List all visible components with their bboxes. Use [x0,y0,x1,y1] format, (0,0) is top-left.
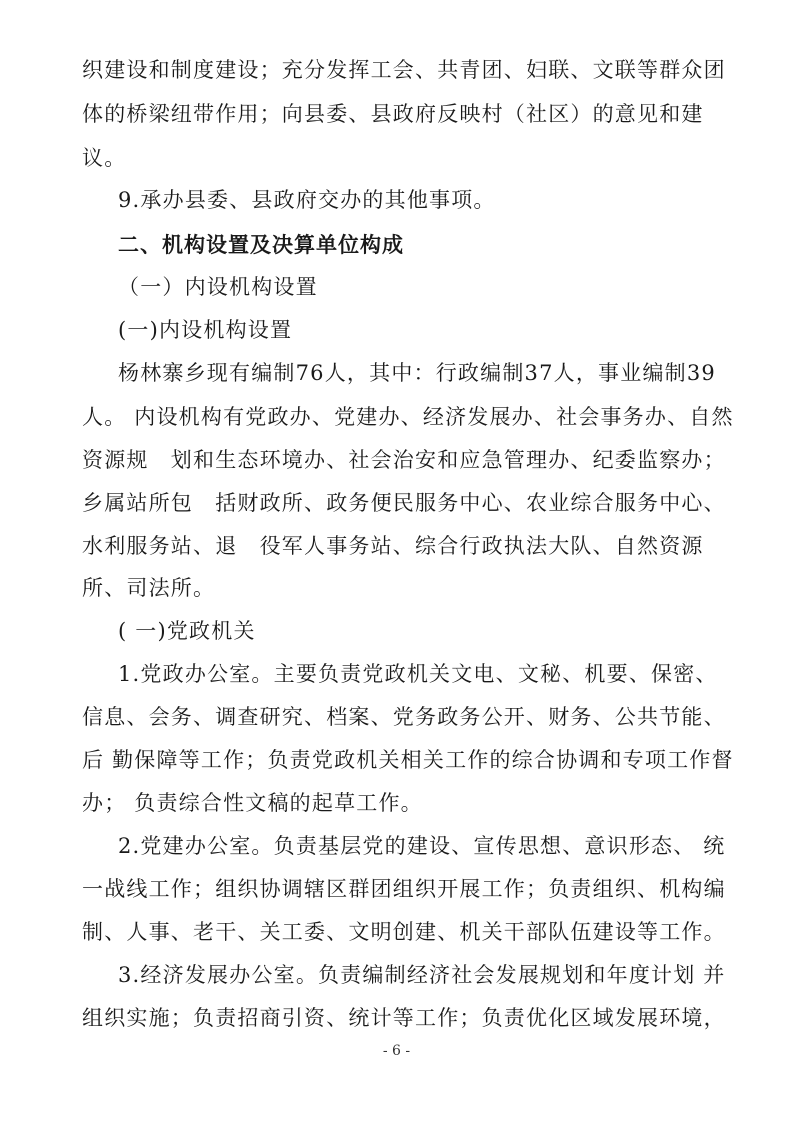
list-item-3: 3.经济发展办公室。负责编制经济社会发展规划和年度计划 并 [118,963,726,987]
body-text-line: 所、司法所。 [82,576,216,600]
body-text-line: 水利服务站、退 役军人事务站、综合行政执法大队、自然资源 [82,534,704,558]
body-text-line: 人。 内设机构有党政办、党建办、经济发展办、社会事务办、自然 [82,405,734,429]
section-heading: 二、机构设置及决算单位构成 [118,233,404,257]
body-text-line: 后 勤保障等工作；负责党政机关相关工作的综合协调和专项工作督 [82,748,734,772]
body-text-line: 制、人事、老干、关工委、文明创建、机关干部队伍建设等工作。 [82,920,726,944]
list-item-1: 1.党政办公室。主要负责党政机关文电、文秘、机要、保密、 [118,662,718,686]
body-text-line: 资源规 划和生态环境办、社会治安和应急管理办、纪委监察办； [82,448,726,472]
body-text-line: 信息、会务、调查研究、档案、党务政务公开、财务、公共节能、 [82,705,726,729]
subsection-heading: ( 一)党政机关 [118,619,256,643]
body-text-line: 杨林寨乡现有编制76人，其中：行政编制37人，事业编制39 [118,361,716,385]
subsection-heading: （一）内设机构设置 [118,275,318,299]
body-text-line: 组织实施；负责招商引资、统计等工作；负责优化区域发展环境， [82,1006,726,1030]
body-text-line: 体的桥梁纽带作用；向县委、县政府反映村（社区）的意见和建 [82,102,704,126]
body-text-line: 办； 负责综合性文稿的起草工作。 [82,791,423,815]
subsection-heading: (一)内设机构设置 [118,318,293,342]
body-text-line: 织建设和制度建设；充分发挥工会、共青团、妇联、文联等群众团 [82,58,726,82]
page-number: - 6 - [382,1043,411,1059]
list-item-9: 9.承办县委、县政府交办的其他事项。 [118,188,496,212]
body-text-line: 议。 [82,146,127,170]
body-text-line: 乡属站所包 括财政所、政务便民服务中心、农业综合服务中心、 [82,491,726,515]
body-text-line: 一战线工作；组织协调辖区群团组织开展工作；负责组织、机构编 [82,877,726,901]
list-item-2: 2.党建办公室。负责基层党的建设、宣传思想、意识形态、 统 [118,834,726,858]
